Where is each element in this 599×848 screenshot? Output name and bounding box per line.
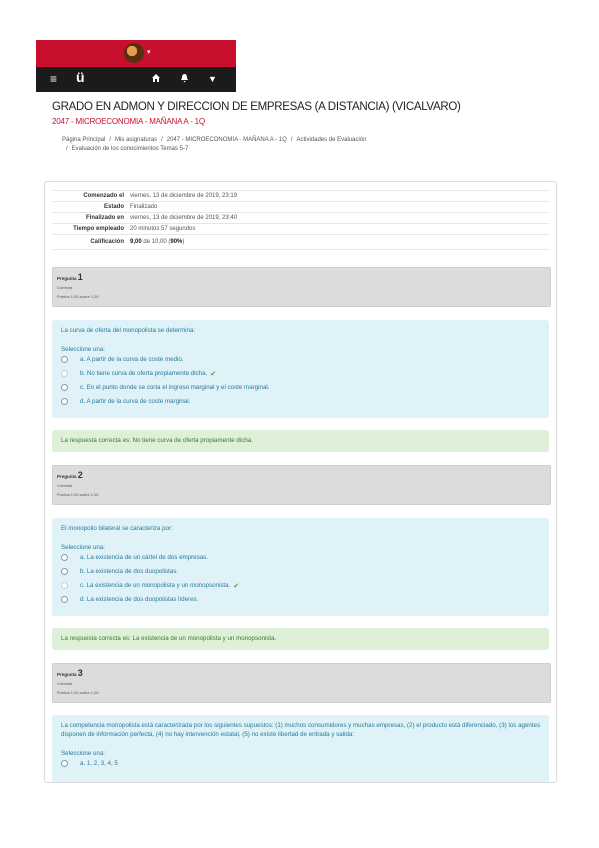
breadcrumb-separator: / (161, 137, 163, 143)
grade-close: ) (182, 239, 185, 245)
check-icon: ✔ (210, 370, 217, 378)
answer-option[interactable]: c. En el punto donde se corta el ingreso marginal y el coste marginal. (61, 382, 270, 393)
question-number: Pregunta 1 (57, 272, 83, 282)
grade-percent: 90% (170, 239, 183, 245)
question-number: Pregunta 2 (57, 470, 83, 480)
question-state: Correcta (57, 483, 73, 488)
menu-icon[interactable]: ≡ (50, 72, 58, 86)
answer-prompt: Seleccione una: (61, 750, 106, 757)
summary-value: viernes, 13 de diciembre de 2019, 23:40 (130, 215, 238, 221)
grade-score: 9,00 (130, 239, 142, 245)
nav-bar (36, 67, 236, 92)
question-state: Correcta (57, 285, 73, 290)
question-info (52, 663, 551, 703)
question-text: La competencia monopolista está caracterizada por los siguientes supuestos: (1) muchos consumidores y muchas empresas, (2) el producto está diferenciado, (3) los agentes disponen de información perfecta, (4) no hay intervención estatal, (5) no existe libertad de entrada y salida: (61, 722, 541, 738)
summary-row (52, 190, 549, 201)
top-navbar (36, 40, 236, 92)
summary-value (130, 238, 184, 246)
question-state: Correcta (57, 681, 73, 686)
breadcrumb-item[interactable]: Evaluación de los conocimientos Temas 5-7 (71, 146, 189, 152)
attempt-summary-table (52, 190, 549, 250)
correct-answer-feedback (52, 430, 549, 452)
answer-option[interactable]: d. La existencia de dos duopolistas líderes. (61, 594, 198, 605)
summary-row (52, 201, 549, 212)
breadcrumb (62, 136, 482, 154)
breadcrumb-item[interactable]: Página Principal (62, 137, 106, 143)
radio-button-selected[interactable] (61, 370, 68, 377)
question-content (52, 715, 549, 783)
summary-key: Calificación (90, 239, 124, 245)
radio-button[interactable] (61, 568, 68, 575)
answer-prompt: Seleccione una: (61, 544, 106, 551)
course-subtitle[interactable]: 2047 - MICROECONOMIA - MAÑANA A - 1Q (52, 117, 205, 126)
check-icon: ✔ (233, 582, 240, 590)
answer-prompt: Seleccione una: (61, 346, 106, 353)
caret-down-icon[interactable]: ▾ (147, 49, 151, 56)
summary-value: viernes, 13 de diciembre de 2019, 23:19 (130, 193, 238, 199)
question-text: La curva de oferta del monopolista se determina: (61, 327, 196, 334)
summary-key: Tiempo empleado (73, 226, 124, 232)
radio-button-selected[interactable] (61, 582, 68, 589)
bell-icon[interactable] (180, 73, 189, 87)
summary-value: 20 minutos 57 segundos (130, 226, 196, 232)
user-bar (36, 40, 236, 67)
breadcrumb-separator: / (290, 137, 293, 143)
quiz-review-panel (44, 181, 557, 783)
answer-option[interactable]: c. La existencia de un monopolista y un monopsonista. ✔ (61, 580, 239, 591)
radio-button[interactable] (61, 398, 68, 405)
summary-row (52, 212, 549, 223)
breadcrumb-separator: / (66, 146, 68, 152)
breadcrumb-item[interactable]: 2047 - MICROECONOMIA - MAÑANA A - 1Q (166, 137, 287, 143)
answer-option[interactable]: a. 1, 2, 3, 4, 5 (61, 758, 118, 769)
summary-key: Comenzado el (83, 193, 124, 199)
question-info (52, 465, 551, 505)
u-logo-icon[interactable]: ü (76, 69, 85, 85)
home-icon[interactable] (151, 73, 161, 87)
radio-button[interactable] (61, 596, 68, 603)
summary-row-grade (52, 234, 549, 250)
breadcrumb-item[interactable]: Actividades de Evaluación (296, 137, 367, 143)
breadcrumb-separator: / (109, 137, 112, 143)
radio-button[interactable] (61, 760, 68, 767)
answer-option[interactable]: a. A partir de la curva de coste medio. (61, 354, 184, 365)
avatar[interactable] (124, 43, 144, 63)
correct-answer-feedback (52, 628, 549, 650)
summary-key: Estado (103, 204, 124, 210)
question-number: Pregunta 3 (57, 668, 83, 678)
caret-down-icon[interactable]: ▼ (208, 74, 217, 84)
summary-row (52, 223, 549, 234)
question-text: El monopolio bilateral se caracteriza por: (61, 525, 173, 532)
question-content (52, 518, 549, 616)
summary-value: Finalizado (130, 204, 158, 210)
summary-key: Finalizado en (85, 215, 124, 221)
grade-total: de 10,00 ( (141, 239, 171, 245)
page-title: GRADO EN ADMON Y DIRECCION DE EMPRESAS (A DISTANCIA) (VICALVARO) (52, 101, 461, 113)
feedback-text: La respuesta correcta es: No tiene curva de oferta propiamente dicha. (61, 437, 253, 444)
question-grade: Puntúa 1,00 sobre 1,00 (57, 492, 99, 497)
radio-button[interactable] (61, 554, 68, 561)
feedback-text: La respuesta correcta es: La existencia de un monopolista y un monopsonista. (61, 635, 277, 642)
question-content (52, 320, 549, 418)
answer-option[interactable]: b. No tiene curva de oferta propiamente dicha. ✔ (61, 368, 216, 379)
answer-option[interactable]: b. La existencia de dos duopolistas. (61, 566, 178, 577)
answer-option[interactable]: d. A partir de la curva de coste marginal. (61, 396, 190, 407)
question-grade: Puntúa 1,00 sobre 1,00 (57, 690, 99, 695)
radio-button[interactable] (61, 356, 68, 363)
radio-button[interactable] (61, 384, 68, 391)
question-info (52, 267, 551, 307)
answer-option[interactable]: a. La existencia de un cártel de dos empresas. (61, 552, 208, 563)
question-grade: Puntúa 1,00 sobre 1,00 (57, 294, 99, 299)
breadcrumb-item[interactable]: Mis asignaturas (115, 137, 158, 143)
